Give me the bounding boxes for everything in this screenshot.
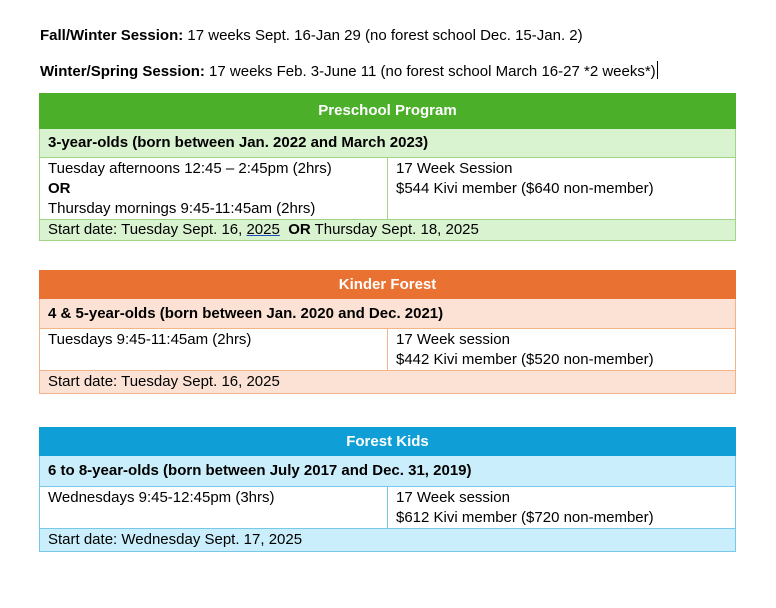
kinder-price: $442 Kivi member ($520 non-member) (396, 351, 654, 368)
fall-winter-text: 17 weeks Sept. 16-Jan 29 (no forest school Dec. 15-Jan. 2) (183, 27, 583, 44)
winter-spring-label: Winter/Spring Session: (40, 63, 205, 80)
preschool-price: $544 Kivi member ($640 non-member) (396, 180, 654, 197)
preschool-start-or: OR (288, 221, 311, 238)
preschool-session: 17 Week Session (396, 160, 513, 177)
fall-winter-session-line (40, 27, 583, 44)
kinder-price-cell (388, 329, 736, 371)
preschool-start-year: 2025 (246, 221, 280, 238)
preschool-start-b: Thursday Sept. 18, 2025 (310, 221, 479, 238)
preschool-start-a: Start date: Tuesday Sept. 16, (48, 221, 247, 238)
forest-kids-price-cell (388, 487, 736, 529)
forest-kids-title: Forest Kids (40, 428, 736, 456)
forest-kids-schedule-cell (40, 487, 388, 529)
forest-kids-table (39, 427, 736, 552)
text-cursor (657, 61, 658, 79)
preschool-schedule-1: Tuesday afternoons 12:45 – 2:45pm (2hrs) (48, 160, 332, 177)
forest-kids-start-date: Start date: Wednesday Sept. 17, 2025 (40, 529, 736, 552)
kinder-session: 17 Week session (396, 331, 510, 348)
preschool-age-group: 3-year-olds (born between Jan. 2022 and March 2023) (40, 129, 736, 158)
forest-kids-session: 17 Week session (396, 489, 510, 506)
preschool-schedule-cell (40, 158, 388, 220)
preschool-start-date (40, 220, 736, 241)
forest-kids-schedule: Wednesdays 9:45-12:45pm (3hrs) (48, 489, 275, 506)
preschool-or: OR (48, 180, 71, 197)
preschool-schedule-2: Thursday mornings 9:45-11:45am (2hrs) (48, 200, 316, 217)
forest-kids-price: $612 Kivi member ($720 non-member) (396, 509, 654, 526)
kinder-start-date: Start date: Tuesday Sept. 16, 2025 (40, 371, 736, 394)
kinder-forest-table (39, 270, 736, 394)
winter-spring-session-line (40, 61, 658, 80)
forest-kids-age-group: 6 to 8-year-olds (born between July 2017 and Dec. 31, 2019) (40, 456, 736, 487)
winter-spring-text: 17 weeks Feb. 3-June 11 (no forest school March 16-27 *2 weeks*) (204, 63, 656, 80)
kinder-age-group: 4 & 5-year-olds (born between Jan. 2020 and Dec. 2021) (40, 299, 736, 329)
preschool-title: Preschool Program (40, 94, 736, 129)
fall-winter-label: Fall/Winter Session: (40, 27, 184, 44)
kinder-schedule-cell (40, 329, 388, 371)
kinder-schedule: Tuesdays 9:45-11:45am (2hrs) (48, 331, 252, 348)
preschool-price-cell (388, 158, 736, 220)
preschool-program-table (39, 93, 736, 241)
kinder-title: Kinder Forest (40, 271, 736, 299)
